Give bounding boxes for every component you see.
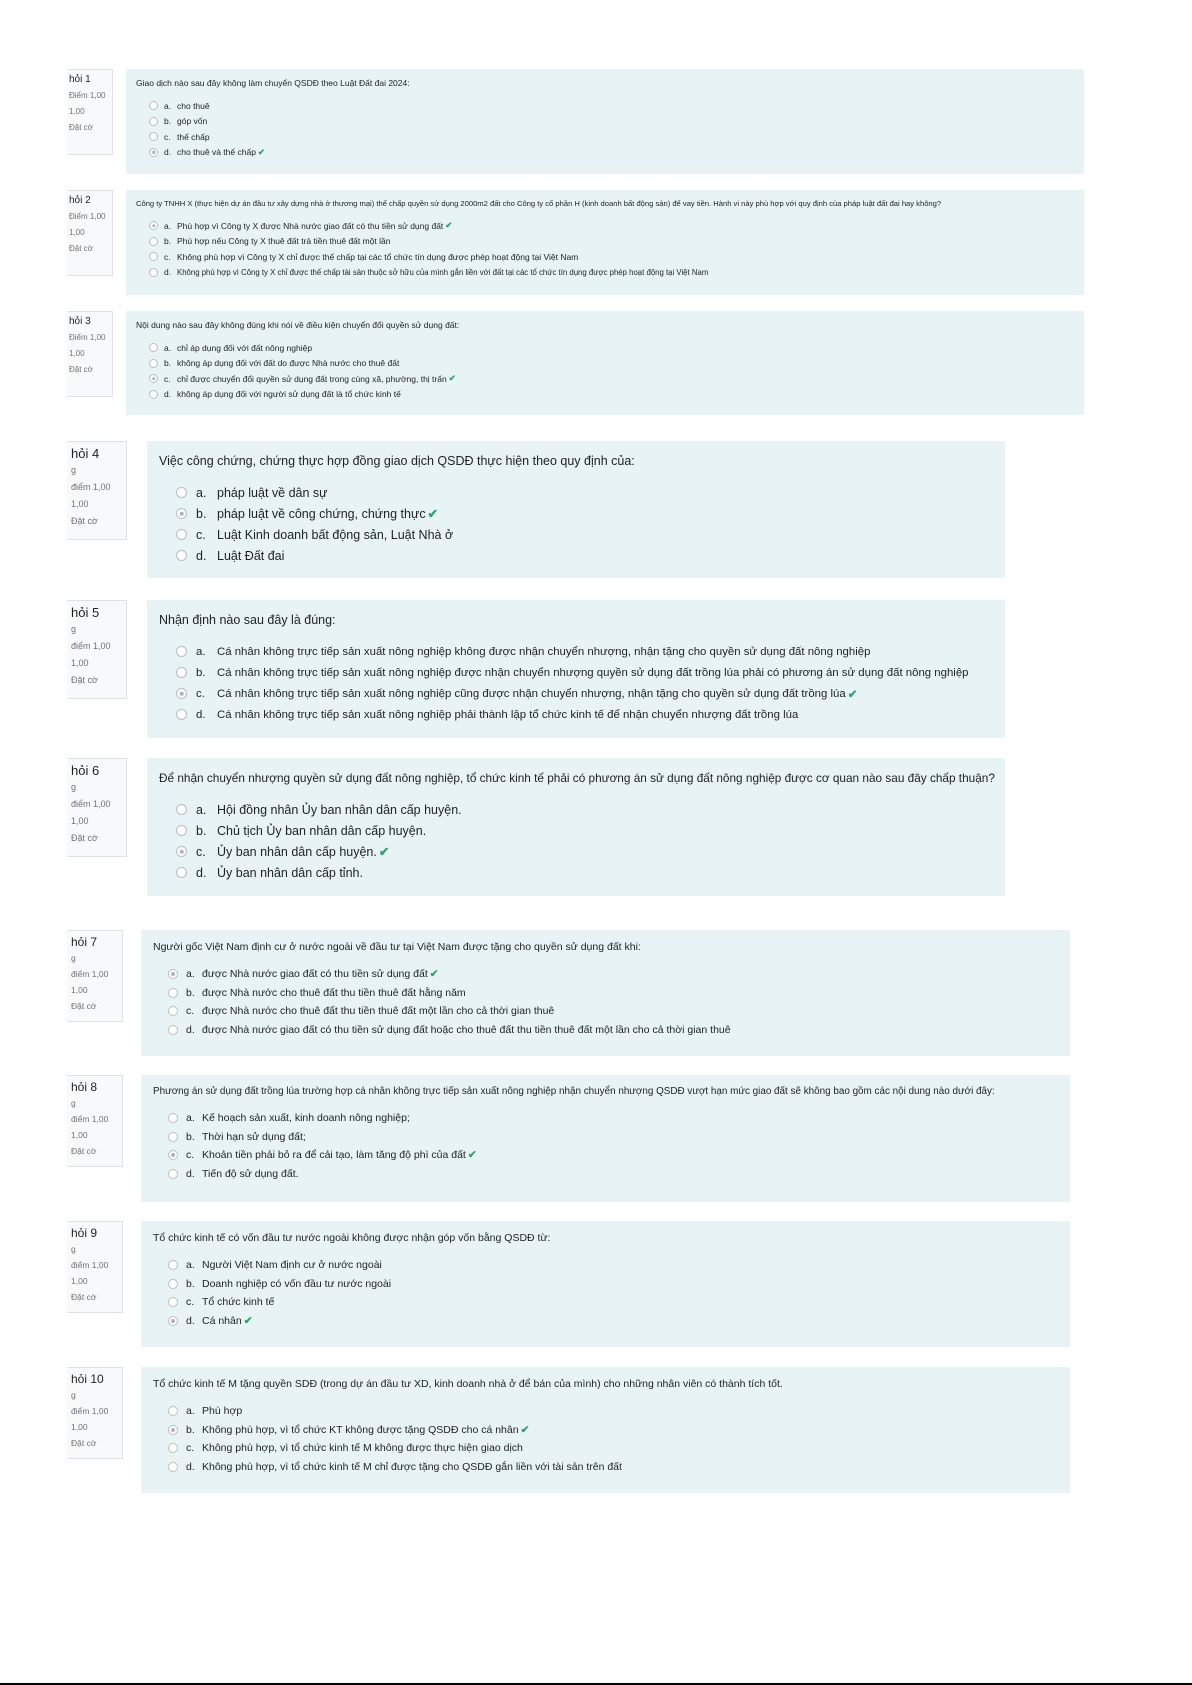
option-letter: a. (186, 1259, 195, 1272)
question-text: Công ty TNHH X (thực hiện dự án đầu tư xây dựng nhà ở thương mại) thế chấp quyền sử dụng 2000m2 đất cho Công ty cổ phần H (kinh doanh bất động sản) để vay tiền. Hành vi này phù hợp với quy định của pháp luật đất đai hay không? (136, 199, 942, 208)
option-text: Không phù hợp, vì tổ chức kinh tế M chỉ được tặng cho QSDĐ gắn liền với tài sản trên đất (202, 1460, 622, 1473)
question-status: g (71, 953, 76, 963)
question-status: g (71, 782, 77, 792)
answer-option[interactable] (136, 387, 1074, 403)
question-info (67, 1075, 123, 1167)
option-text: được Nhà nước cho thuê đất thu tiền thuê đất một lần cho cả thời gian thuê (202, 1005, 555, 1018)
radio-button[interactable] (149, 390, 158, 399)
check-icon: ✔ (467, 1149, 477, 1162)
question-mark: điểm 1,00 (71, 641, 111, 651)
option-text: Luật Kinh doanh bất động sản, Luật Nhà ở (217, 527, 454, 542)
answer-option[interactable] (153, 1128, 1058, 1147)
option-letter: c. (186, 1149, 195, 1162)
question-score: 1,00 (71, 985, 88, 995)
option-text: Chủ tịch Ủy ban nhân dân cấp huyện. (217, 823, 427, 838)
question-content (141, 1075, 1070, 1202)
question-score: 1,00 (71, 1130, 88, 1140)
answer-option-selected[interactable] (153, 1421, 1058, 1440)
question-content (126, 311, 1084, 415)
question-mark: Điểm 1,00 (69, 212, 106, 221)
radio-button-selected[interactable] (149, 148, 158, 157)
radio-button-selected[interactable] (168, 1425, 178, 1435)
radio-button[interactable] (168, 1462, 178, 1472)
option-letter: c. (196, 844, 206, 859)
answer-option[interactable] (153, 1458, 1058, 1477)
option-letter: a. (186, 1405, 195, 1418)
answer-option[interactable] (136, 265, 1074, 281)
option-text: cho thuê và thế chấp (177, 147, 256, 158)
question-mark: Điểm 1,00 (69, 91, 106, 100)
answer-option[interactable] (153, 1439, 1058, 1458)
flag-question-link[interactable]: Đặt cờ (69, 365, 93, 374)
question-number: hỏi 2 (69, 195, 91, 206)
radio-button-selected[interactable] (176, 508, 187, 519)
answer-option[interactable] (153, 1109, 1058, 1128)
option-letter: b. (186, 1130, 195, 1143)
check-icon: ✔ (445, 220, 453, 231)
question-content (147, 600, 1005, 738)
option-text: Doanh nghiệp có vốn đầu tư nước ngoài (202, 1277, 392, 1290)
answer-option[interactable] (153, 1256, 1058, 1275)
radio-button[interactable] (176, 709, 187, 720)
option-text: Tiến độ sử dụng đất. (202, 1167, 299, 1180)
radio-button[interactable] (176, 550, 187, 561)
option-letter: b. (196, 823, 207, 838)
option-letter: a. (196, 485, 207, 500)
option-text: Thời hạn sử dụng đất; (202, 1130, 306, 1143)
option-letter: a. (196, 645, 206, 658)
question-status: g (71, 1390, 76, 1400)
option-letter: b. (186, 1277, 195, 1290)
question-text: Việc công chứng, chứng thực hợp đồng giao dịch QSDĐ thực hiện theo quy định của: (159, 454, 635, 468)
option-letter: c. (186, 1005, 195, 1018)
radio-button-selected[interactable] (176, 846, 187, 857)
question-text: Để nhận chuyển nhượng quyền sử dụng đất nông nghiệp, tổ chức kinh tế phải có phương án sử dụng đất nông nghiệp được cơ quan nào sau đây chấp thuận? (159, 771, 995, 785)
question-score: 1,00 (71, 1422, 88, 1432)
option-letter: a. (164, 342, 172, 353)
option-text: góp vốn (177, 116, 208, 127)
option-text: Ủy ban nhân dân cấp huyện. (217, 844, 377, 859)
option-letter: b. (164, 116, 172, 127)
answer-option-selected[interactable] (159, 841, 993, 862)
question-mark: điểm 1,00 (71, 1260, 109, 1270)
question-content (126, 69, 1084, 174)
radio-button[interactable] (176, 804, 187, 815)
question-mark: điểm 1,00 (71, 969, 109, 979)
radio-button[interactable] (176, 867, 187, 878)
radio-button[interactable] (176, 487, 187, 498)
answer-option[interactable] (136, 129, 1074, 145)
option-letter: d. (186, 1460, 195, 1473)
question-text: Người gốc Việt Nam định cư ở nước ngoài về đầu tư tại Việt Nam được tặng cho quyền sử dụng đất khi: (153, 941, 641, 953)
option-letter: c. (164, 251, 171, 262)
question-info (67, 930, 123, 1022)
answer-option[interactable] (159, 482, 993, 503)
flag-question-link[interactable]: Đặt cờ (71, 1146, 97, 1156)
radio-button[interactable] (168, 1406, 178, 1416)
option-text: Hội đồng nhân Ủy ban nhân dân cấp huyện. (217, 802, 462, 817)
question-content (141, 1367, 1070, 1493)
option-letter: d. (164, 267, 172, 278)
answer-option[interactable] (159, 704, 993, 725)
option-text: được Nhà nước cho thuê đất thu tiền thuê đất hằng năm (202, 986, 466, 999)
question-number: hỏi 7 (71, 935, 98, 949)
answer-option[interactable] (153, 1402, 1058, 1421)
radio-button[interactable] (168, 1169, 178, 1179)
question-number: hỏi 5 (71, 605, 100, 620)
question-status: g (71, 465, 77, 475)
radio-button[interactable] (168, 1113, 178, 1123)
option-letter: d. (186, 1023, 195, 1036)
option-letter: a. (186, 1112, 195, 1125)
option-letter: d. (196, 708, 206, 721)
option-letter: d. (186, 1314, 195, 1327)
option-letter: c. (186, 1296, 195, 1309)
answer-option[interactable] (136, 98, 1074, 114)
radio-button-selected[interactable] (168, 1316, 178, 1326)
option-text: chỉ được chuyển đổi quyền sử dụng đất trong cùng xã, phường, thị trấn (177, 373, 447, 384)
check-icon: ✔ (847, 688, 858, 701)
radio-button[interactable] (176, 667, 187, 678)
option-text: Cá nhân không trực tiếp sản xuất nông nghiệp không được nhận chuyển nhượng, nhận tặng cho quyền sử dụng đất nông nghiệp (217, 645, 871, 658)
option-text: cho thuê (177, 100, 210, 111)
question-content (141, 930, 1070, 1056)
flag-question-link[interactable]: Đặt cờ (71, 1438, 97, 1448)
question-score: 1,00 (71, 499, 89, 509)
question-content (147, 758, 1005, 896)
option-letter: d. (196, 548, 207, 563)
flag-question-link[interactable]: Đặt cờ (71, 1292, 97, 1302)
question-score: 1,00 (71, 816, 89, 826)
radio-button-selected[interactable] (168, 1150, 178, 1160)
option-text: Cá nhân không trực tiếp sản xuất nông nghiệp cũng được nhận chuyển nhượng, nhận tặng cho quyền sử dụng đất trồng lúa (217, 687, 846, 700)
question-number: hỏi 6 (71, 763, 100, 778)
question-status: g (71, 1098, 76, 1108)
question-score: 1,00 (69, 349, 85, 358)
radio-button[interactable] (149, 237, 158, 246)
option-letter: c. (164, 373, 171, 384)
flag-question-link[interactable]: Đặt cờ (71, 516, 98, 526)
option-letter: b. (196, 506, 207, 521)
answer-option[interactable] (159, 862, 993, 883)
radio-button-selected[interactable] (168, 969, 178, 979)
option-text: Người Việt Nam định cư ở nước ngoài (202, 1259, 382, 1272)
answer-option[interactable] (159, 524, 993, 545)
answer-option[interactable] (136, 249, 1074, 265)
question-info (67, 758, 127, 857)
flag-question-link[interactable]: Đặt cờ (71, 675, 98, 685)
radio-button[interactable] (149, 343, 158, 352)
question-number: hỏi 10 (71, 1372, 104, 1386)
answer-option[interactable] (153, 1002, 1058, 1021)
question-number: hỏi 8 (71, 1080, 98, 1094)
option-letter: b. (164, 358, 172, 369)
question-score: 1,00 (71, 1276, 88, 1286)
option-text: Cá nhân không trực tiếp sản xuất nông nghiệp phải thành lập tổ chức kinh tế để nhận chuyển nhượng đất trồng lúa (217, 708, 799, 721)
option-text: Phù hợp (202, 1405, 243, 1418)
option-letter: a. (186, 968, 195, 981)
option-text: Khoản tiền phải bỏ ra để cải tạo, làm tăng độ phì của đất (202, 1149, 466, 1162)
option-text: thế chấp (177, 131, 210, 142)
question-text: Tổ chức kinh tế có vốn đầu tư nước ngoài không được nhận góp vốn bằng QSDĐ từ: (153, 1232, 551, 1244)
answer-option[interactable] (136, 356, 1074, 372)
option-letter: a. (164, 220, 172, 231)
answer-option[interactable] (159, 641, 993, 662)
option-letter: a. (196, 802, 207, 817)
radio-button[interactable] (149, 117, 158, 126)
question-info (67, 600, 127, 699)
answer-option-selected[interactable] (153, 1312, 1058, 1331)
option-letter: d. (164, 389, 172, 400)
question-info (67, 69, 113, 155)
option-text: Cá nhân (202, 1314, 242, 1327)
answer-option[interactable] (136, 114, 1074, 130)
answer-option-selected[interactable] (153, 965, 1058, 984)
radio-button[interactable] (149, 268, 158, 277)
answer-option-selected[interactable] (136, 145, 1074, 161)
radio-button[interactable] (149, 359, 158, 368)
question-number: hỏi 9 (71, 1226, 98, 1240)
option-text: Cá nhân không trực tiếp sản xuất nông nghiệp được nhận chuyển nhượng quyền sử dụng đất trồng lúa phải có phương án sử dụng đất nông nghiệp (217, 666, 969, 679)
check-icon: ✔ (257, 146, 266, 157)
answer-option[interactable] (153, 1275, 1058, 1294)
question-number: hỏi 1 (69, 74, 91, 85)
option-text: pháp luật về dân sự (217, 485, 328, 500)
answer-option[interactable] (136, 340, 1074, 356)
answer-option[interactable] (153, 1293, 1058, 1312)
answer-option[interactable] (153, 984, 1058, 1003)
radio-button[interactable] (168, 1279, 178, 1289)
option-letter: b. (186, 986, 195, 999)
option-letter: d. (196, 865, 207, 880)
answer-option-selected[interactable] (159, 503, 993, 524)
option-text: Ủy ban nhân dân cấp tỉnh. (217, 865, 363, 880)
option-letter: b. (196, 666, 206, 679)
radio-button[interactable] (168, 1260, 178, 1270)
question-number: hỏi 4 (71, 446, 100, 461)
check-icon: ✔ (429, 968, 439, 981)
question-text: Giao dịch nào sau đây không làm chuyển QSDĐ theo Luật Đất đai 2024: (136, 78, 410, 88)
option-text: Phù hợp nếu Công ty X thuê đất trả tiền thuê đất một lần (177, 236, 391, 247)
question-score: 1,00 (69, 228, 85, 237)
radio-button[interactable] (149, 252, 158, 261)
radio-button[interactable] (176, 646, 187, 657)
answer-option[interactable] (159, 662, 993, 683)
answer-option-selected[interactable] (136, 218, 1074, 234)
option-letter: b. (164, 236, 172, 247)
option-letter: c. (196, 527, 206, 542)
question-mark: điểm 1,00 (71, 1114, 109, 1124)
radio-button[interactable] (149, 132, 158, 141)
radio-button[interactable] (149, 101, 158, 110)
radio-button-selected[interactable] (176, 688, 187, 699)
option-text: Tổ chức kinh tế (202, 1296, 275, 1309)
question-mark: điểm 1,00 (71, 1406, 109, 1416)
flag-question-link[interactable]: Đặt cờ (71, 833, 98, 843)
radio-button[interactable] (168, 1132, 178, 1142)
question-text: Tổ chức kinh tế M tặng quyền SDĐ (trong dự án đầu tư XD, kinh doanh nhà ở để bán của mình) cho những nhân viên có thành tích tốt. (153, 1378, 783, 1390)
question-mark: điểm 1,00 (71, 799, 111, 809)
question-mark: Điểm 1,00 (69, 333, 106, 342)
radio-button-selected[interactable] (149, 374, 158, 383)
radio-button[interactable] (176, 825, 187, 836)
radio-button[interactable] (168, 1297, 178, 1307)
answer-option-selected[interactable] (159, 683, 993, 704)
radio-button[interactable] (168, 1443, 178, 1453)
question-status: g (71, 1244, 76, 1254)
question-status: g (71, 624, 77, 634)
question-info (67, 1367, 123, 1459)
answer-option[interactable] (159, 545, 993, 566)
radio-button-selected[interactable] (149, 221, 158, 230)
option-text: Không phù hợp, vì tổ chức kinh tế M không được thực hiện giao dịch (202, 1442, 523, 1455)
question-info (67, 441, 127, 540)
option-text: Không phù hợp vì Công ty X chỉ được thế chấp tại các tổ chức tín dụng được phép hoạt động tại Việt Nam (177, 251, 579, 262)
option-letter: d. (164, 147, 172, 158)
question-score: 1,00 (71, 658, 89, 668)
option-text: Phù hợp vì Công ty X được Nhà nước giao đất có thu tiền sử dụng đất (177, 220, 444, 231)
answer-option[interactable] (159, 799, 993, 820)
check-icon: ✔ (378, 845, 390, 859)
answer-option[interactable] (153, 1021, 1058, 1040)
check-icon: ✔ (520, 1423, 530, 1436)
question-text: Phương án sử dụng đất trồng lúa trường hợp cá nhân không trực tiếp sản xuất nông nghiệp nhận chuyển nhượng QSDĐ vượt hạn mức giao đất sẽ không bao gồm các nội dung nào dưới đây: (153, 1086, 995, 1097)
question-info (67, 311, 113, 397)
option-text: Kế hoạch sản xuất, kinh doanh nông nghiệp; (202, 1112, 410, 1125)
answer-option[interactable] (153, 1165, 1058, 1184)
question-score: 1,00 (69, 107, 85, 116)
option-letter: c. (164, 131, 171, 142)
option-text: không áp dụng đối với đất do được Nhà nước cho thuê đất (177, 358, 400, 369)
answer-option[interactable] (159, 820, 993, 841)
flag-question-link[interactable]: Đặt cờ (69, 244, 93, 253)
option-letter: b. (186, 1423, 195, 1436)
question-info (67, 1221, 123, 1313)
radio-button[interactable] (176, 529, 187, 540)
check-icon: ✔ (243, 1314, 253, 1327)
radio-button[interactable] (168, 1025, 178, 1035)
option-text: được Nhà nước giao đất có thu tiền sử dụng đất (202, 968, 428, 981)
option-text: được Nhà nước giao đất có thu tiền sử dụng đất hoặc cho thuê đất thu tiền thuê đất một lần cho cả thời gian thuê (202, 1023, 731, 1036)
option-text: Không phù hợp, vì tổ chức KT không được tặng QSDĐ cho cá nhân (202, 1423, 519, 1436)
question-info (67, 190, 113, 276)
radio-button[interactable] (168, 1006, 178, 1016)
option-text: Không phù hợp vì Công ty X chỉ được thế chấp tài sản thuộc sở hữu của mình gắn liền với đất tại các tổ chức tín dụng được phép hoạt động tại Việt Nam (177, 267, 709, 277)
question-text: Nhận định nào sau đây là đúng: (159, 613, 336, 627)
flag-question-link[interactable]: Đặt cờ (71, 1001, 97, 1011)
option-text: chỉ áp dụng đối với đất nông nghiệp (177, 342, 313, 353)
answer-option-selected[interactable] (136, 371, 1074, 387)
option-text: không áp dụng đối với người sử dụng đất là tổ chức kinh tế (177, 389, 401, 400)
radio-button[interactable] (168, 988, 178, 998)
answer-option[interactable] (136, 234, 1074, 250)
option-text: pháp luật về công chứng, chứng thực (217, 506, 426, 521)
option-letter: d. (186, 1167, 195, 1180)
answer-option-selected[interactable] (153, 1146, 1058, 1165)
question-number: hỏi 3 (69, 316, 91, 327)
question-content (141, 1221, 1070, 1347)
option-letter: a. (164, 100, 172, 111)
question-content (126, 190, 1084, 295)
question-content (147, 441, 1005, 578)
check-icon: ✔ (448, 373, 456, 384)
check-icon: ✔ (427, 507, 439, 521)
question-mark: điểm 1,00 (71, 482, 111, 492)
option-text: Luật Đất đai (217, 548, 285, 563)
option-letter: c. (186, 1442, 195, 1455)
flag-question-link[interactable]: Đặt cờ (69, 123, 93, 132)
question-text: Nội dung nào sau đây không đúng khi nói về điều kiện chuyển đổi quyền sử dụng đất: (136, 320, 460, 330)
option-letter: c. (196, 687, 205, 700)
